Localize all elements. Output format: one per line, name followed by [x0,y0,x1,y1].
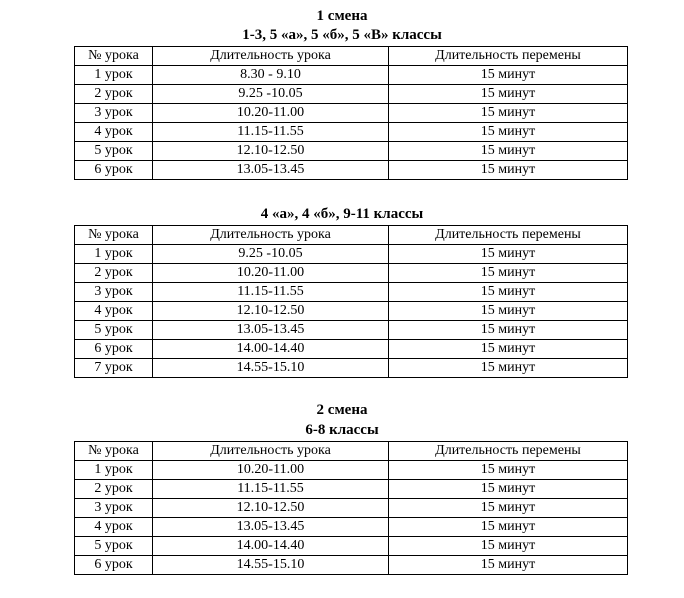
header-duration: Длительность урока [153,442,389,461]
time-cell: 13.05-13.45 [153,321,389,340]
table-row [75,264,628,283]
table-row [75,302,628,321]
lesson-cell: 1 урок [75,245,153,264]
table-header-row [75,47,628,66]
table-row [75,340,628,359]
time-cell: 11.15-11.55 [153,283,389,302]
time-cell: 12.10-12.50 [153,302,389,321]
time-cell: 14.55-15.10 [153,556,389,575]
lesson-cell: 1 урок [75,66,153,85]
time-cell: 9.25 -10.05 [153,85,389,104]
time-cell: 13.05-13.45 [153,161,389,180]
break-cell: 15 минут [389,480,628,499]
lesson-cell: 3 урок [75,283,153,302]
break-cell: 15 минут [389,142,628,161]
lesson-cell: 5 урок [75,321,153,340]
table-header-row [75,226,628,245]
lesson-cell: 5 урок [75,142,153,161]
table-row [75,85,628,104]
break-cell: 15 минут [389,85,628,104]
header-lesson-no: № урока [75,226,153,245]
table-row [75,480,628,499]
header-duration: Длительность урока [153,226,389,245]
break-cell: 15 минут [389,556,628,575]
table-row [75,283,628,302]
table-row [75,537,628,556]
lesson-cell: 4 урок [75,518,153,537]
break-cell: 15 минут [389,283,628,302]
time-cell: 14.55-15.10 [153,359,389,378]
break-cell: 15 минут [389,340,628,359]
break-cell: 15 минут [389,537,628,556]
header-break: Длительность перемены [389,226,628,245]
table-row [75,321,628,340]
time-cell: 10.20-11.00 [153,104,389,123]
lesson-cell: 3 урок [75,499,153,518]
lesson-cell: 6 урок [75,161,153,180]
shift-2-title: 2 смена [316,402,368,418]
time-cell: 10.20-11.00 [153,264,389,283]
time-cell: 11.15-11.55 [153,123,389,142]
table-row [75,461,628,480]
table-row [75,104,628,123]
table-row [75,245,628,264]
break-cell: 15 минут [389,161,628,180]
lesson-cell: 5 урок [75,537,153,556]
header-lesson-no: № урока [75,47,153,66]
lesson-cell: 6 урок [75,340,153,359]
header-break: Длительность перемены [389,47,628,66]
time-cell: 12.10-12.50 [153,142,389,161]
break-cell: 15 минут [389,499,628,518]
lesson-cell: 1 урок [75,461,153,480]
lesson-cell: 2 урок [75,480,153,499]
time-cell: 14.00-14.40 [153,537,389,556]
lesson-cell: 6 урок [75,556,153,575]
lesson-cell: 4 урок [75,302,153,321]
break-cell: 15 минут [389,359,628,378]
time-cell: 13.05-13.45 [153,518,389,537]
lesson-cell: 4 урок [75,123,153,142]
lesson-cell: 7 урок [75,359,153,378]
break-cell: 15 минут [389,245,628,264]
table-row [75,499,628,518]
time-cell: 11.15-11.55 [153,480,389,499]
table-row [75,123,628,142]
table-row [75,556,628,575]
lesson-cell: 2 урок [75,85,153,104]
header-lesson-no: № урока [75,442,153,461]
break-cell: 15 минут [389,518,628,537]
table-row [75,359,628,378]
time-cell: 12.10-12.50 [153,499,389,518]
table-row [75,142,628,161]
table-row [75,518,628,537]
header-break: Длительность перемены [389,442,628,461]
lesson-cell: 3 урок [75,104,153,123]
break-cell: 15 минут [389,104,628,123]
time-cell: 14.00-14.40 [153,340,389,359]
table-row [75,66,628,85]
shift-1-title: 1 смена [316,8,368,24]
break-cell: 15 минут [389,264,628,283]
break-cell: 15 минут [389,66,628,85]
time-cell: 10.20-11.00 [153,461,389,480]
time-cell: 9.25 -10.05 [153,245,389,264]
break-cell: 15 минут [389,123,628,142]
schedule-table-3 [74,441,628,575]
section-1-classes: 1-3, 5 «а», 5 «б», 5 «В» классы [242,27,442,43]
time-cell: 8.30 - 9.10 [153,66,389,85]
section-3-classes: 6-8 классы [305,422,379,438]
schedule-table-2 [74,225,628,378]
break-cell: 15 минут [389,321,628,340]
header-duration: Длительность урока [153,47,389,66]
section-2-classes: 4 «а», 4 «б», 9-11 классы [260,206,424,222]
table-header-row [75,442,628,461]
schedule-table-1 [74,46,628,180]
table-row [75,161,628,180]
break-cell: 15 минут [389,461,628,480]
lesson-cell: 2 урок [75,264,153,283]
break-cell: 15 минут [389,302,628,321]
